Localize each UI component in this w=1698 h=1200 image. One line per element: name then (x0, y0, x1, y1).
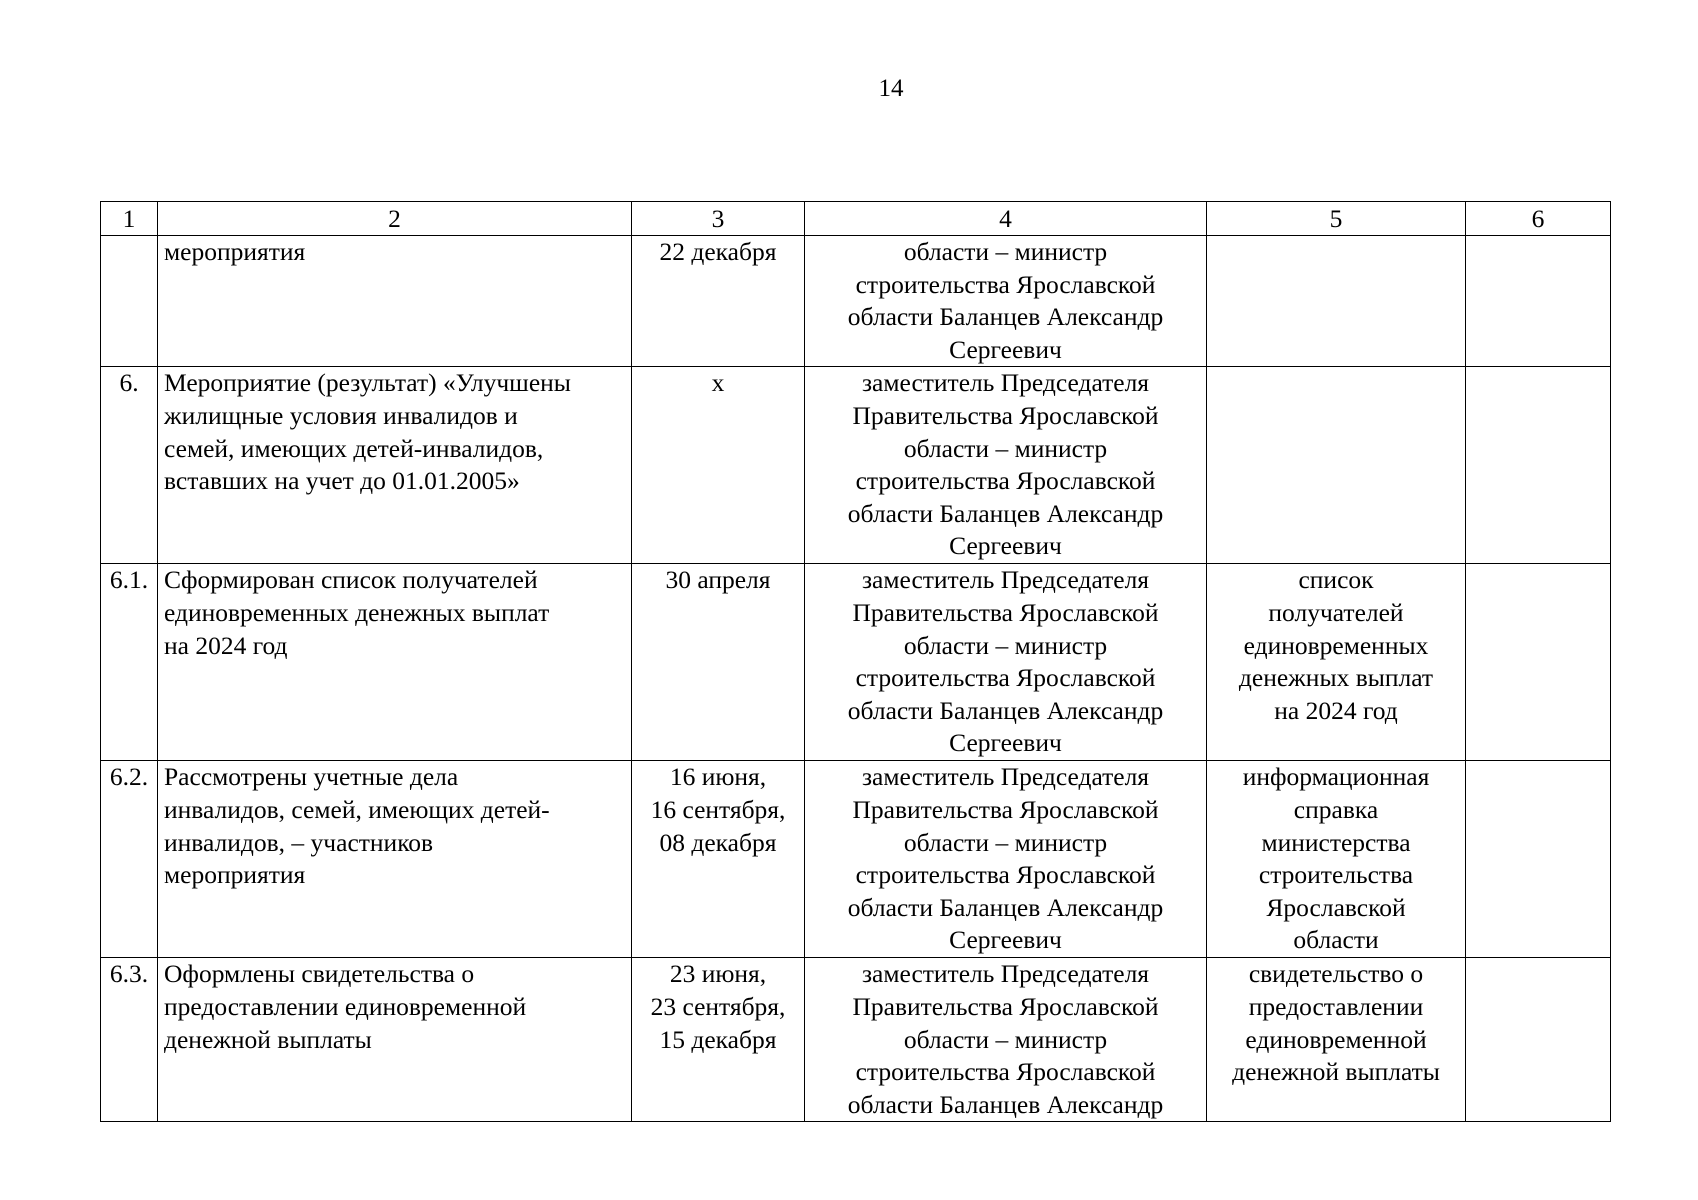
table-row (101, 367, 1611, 564)
result-document (1207, 367, 1466, 564)
table-header-row (101, 202, 1611, 236)
column-6-cell (1466, 958, 1611, 1122)
table-row (101, 564, 1611, 761)
row-number: 6.2. (101, 761, 158, 958)
page-number: 14 (878, 75, 904, 102)
measure-name: Оформлены свидетельства о предоставлении единовременной денежной выплаты (158, 958, 632, 1122)
responsible-person: заместитель Председателя Правительства Ярославской области – министр строительства Ярославской области Баланцев Александр (805, 958, 1207, 1122)
result-document: информационная справка министерства строительства Ярославской области (1207, 761, 1466, 958)
measure-name: Рассмотрены учетные дела инвалидов, семей, имеющих детей- инвалидов, – участников мероприятия (158, 761, 632, 958)
column-6-cell (1466, 761, 1611, 958)
column-header: 6 (1466, 202, 1611, 236)
responsible-person: области – министр строительства Ярославской области Баланцев Александр Сергеевич (805, 236, 1207, 367)
table-row (101, 958, 1611, 1122)
deadline: х (632, 367, 805, 564)
deadline: 22 декабря (632, 236, 805, 367)
measure-name: мероприятия (158, 236, 632, 367)
column-6-cell (1466, 564, 1611, 761)
column-header: 2 (158, 202, 632, 236)
measure-name: Мероприятие (результат) «Улучшены жилищные условия инвалидов и семей, имеющих детей-инвалидов, вставших на учет до 01.01.2005» (158, 367, 632, 564)
deadline: 30 апреля (632, 564, 805, 761)
measures-table (100, 201, 1611, 1122)
row-number (101, 236, 158, 367)
responsible-person: заместитель Председателя Правительства Ярославской области – министр строительства Ярославской области Баланцев Александр Сергеевич (805, 761, 1207, 958)
measure-name: Сформирован список получателей единовременных денежных выплат на 2024 год (158, 564, 632, 761)
row-number: 6.1. (101, 564, 158, 761)
result-document: список получателей единовременных денежных выплат на 2024 год (1207, 564, 1466, 761)
row-number: 6. (101, 367, 158, 564)
deadline: 16 июня, 16 сентября, 08 декабря (632, 761, 805, 958)
column-header: 4 (805, 202, 1207, 236)
column-6-cell (1466, 236, 1611, 367)
table-row (101, 761, 1611, 958)
deadline: 23 июня, 23 сентября, 15 декабря (632, 958, 805, 1122)
column-header: 1 (101, 202, 158, 236)
row-number: 6.3. (101, 958, 158, 1122)
result-document: свидетельство о предоставлении единовременной денежной выплаты (1207, 958, 1466, 1122)
column-header: 5 (1207, 202, 1466, 236)
responsible-person: заместитель Председателя Правительства Ярославской области – министр строительства Ярославской области Баланцев Александр Сергеевич (805, 367, 1207, 564)
responsible-person: заместитель Председателя Правительства Ярославской области – министр строительства Ярославской области Баланцев Александр Сергеевич (805, 564, 1207, 761)
column-header: 3 (632, 202, 805, 236)
column-6-cell (1466, 367, 1611, 564)
result-document (1207, 236, 1466, 367)
table-row (101, 236, 1611, 367)
